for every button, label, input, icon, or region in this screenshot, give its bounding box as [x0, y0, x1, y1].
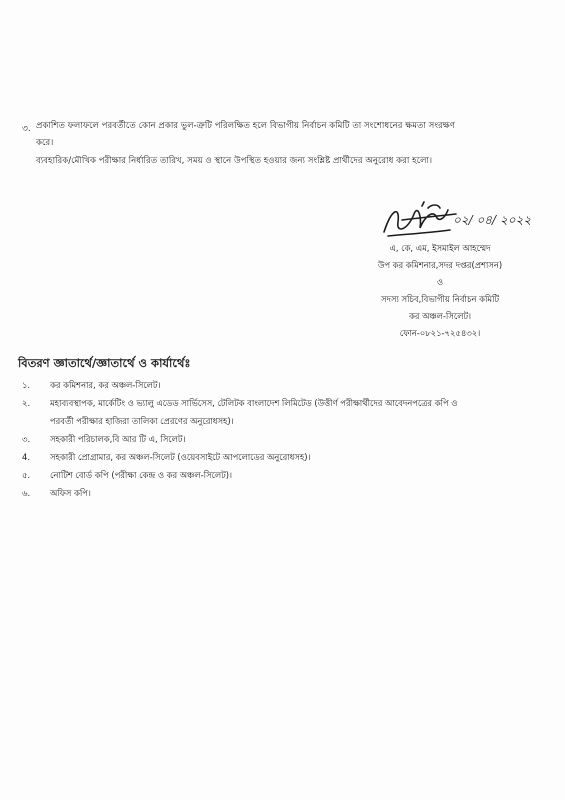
list-item-text: মহাব্যবস্থাপক, মার্কেটিং ও ভ্যালু এডেড সার্ভিসেস, টেলিটক বাংলাদেশ লিমিটেড (উত্তীর্ণ পরীক্ষার্থীদের আবেদনপত্রের কপি ও — [50, 398, 458, 408]
list-item-text: নোটিশ বোর্ড কপি (পরীক্ষা কেন্দ্র ও কর অঞ্চল-সিলেট)। — [50, 470, 232, 480]
signatory-name: এ, কে, এম, ইসমাইল আহম্মেদ — [389, 243, 491, 253]
signatory-office: কর অঞ্চল-সিলেট। — [408, 311, 472, 321]
paragraph-3-line-2: করে। — [36, 138, 54, 148]
list-item-number: ২. — [22, 398, 31, 408]
list-item-number: 4. — [22, 452, 30, 462]
list-item-text: কর কমিশনার, কর অঞ্চল-সিলেট। — [50, 380, 161, 390]
list-item — [22, 448, 562, 466]
list-item-text: অফিস কপি। — [50, 488, 91, 498]
list-item — [22, 430, 562, 448]
list-item-text-continued: পরবর্তী পরীক্ষার হাজিরা তালিকা প্রেরণের অনুরোধসহ)। — [50, 416, 234, 426]
list-item-text: সহকারী পরিচালক,বি আর টি এ, সিলেট। — [50, 434, 186, 444]
distribution-list — [22, 376, 562, 502]
list-item-number: ৬. — [22, 488, 31, 498]
list-item-number: ৩. — [22, 434, 31, 444]
signature-date: ০২/ ০৪/ ২০২২ — [453, 213, 532, 227]
paragraph-3-number: ৩. — [22, 124, 31, 134]
signatory-phone: ফোন-০৮২১-৭২৫৪৩২। — [399, 328, 481, 338]
signatory-designation: উপ কর কমিশনার,সদর দপ্তর(প্রশাসন) — [377, 260, 503, 270]
list-item-number: ৫. — [22, 470, 31, 480]
signatory-conjunction: ও — [436, 277, 444, 287]
list-item — [22, 466, 562, 484]
list-item — [22, 376, 562, 394]
list-item-number: ১. — [22, 380, 31, 390]
paragraph-3-line-1: প্রকাশিত ফলাফলে পরবর্তীতে কোন প্রকার ভুল-ত্রুটি পরিলক্ষিত হলে বিভাগীয় নির্বাচন কমিটি তা সংশোধনের ক্ষমতা সংরক্ষণ — [36, 121, 455, 131]
distribution-title: বিতরণ জ্ঞাতার্থে/জ্ঞাতার্থে ও কার্যার্থেঃ — [18, 356, 191, 370]
paragraph-3-line-3: ব্যবহারিক/মৌখিক পরীক্ষার নির্ধারিত তারিখ, সময় ও স্থানে উপস্থিত হওয়ার জন্য সংশ্লিষ্ট প্রার্থীদের অনুরোধ করা হলো। — [36, 156, 433, 166]
list-item — [22, 394, 562, 430]
signatory-block — [340, 240, 540, 342]
list-item-text: সহকারী প্রোগ্রামার, কর অঞ্চল-সিলেট (ওয়েবসাইটে আপলোডের অনুরোধসহ)। — [50, 452, 311, 462]
list-item — [22, 484, 562, 502]
signatory-role: সদস্য সচিব,বিভাগীয় নির্বাচন কমিটি — [380, 294, 500, 304]
